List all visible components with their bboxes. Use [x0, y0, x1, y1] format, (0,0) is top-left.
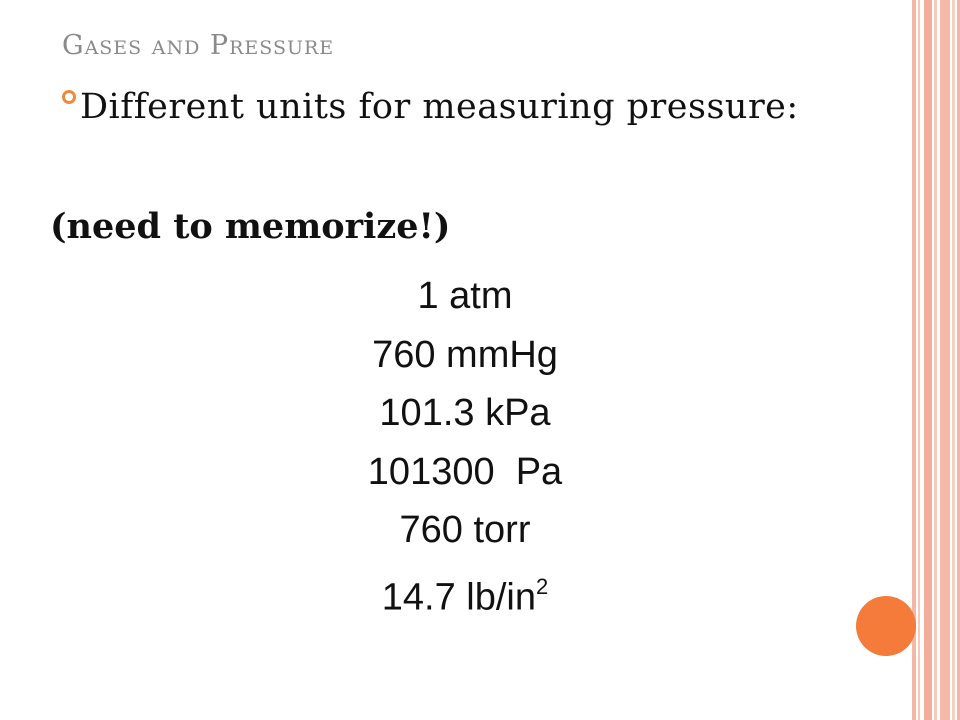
unit-text: 101.3 kPa — [379, 392, 551, 434]
pressure-units-list — [300, 267, 630, 618]
memorize-note: (need to memorize!) — [50, 206, 451, 247]
orange-circle-icon — [856, 596, 916, 656]
unit-text: 760 torr — [399, 509, 531, 551]
bullet-text: Different units for measuring pressure: — [80, 87, 799, 127]
unit-superscript: 2 — [535, 573, 549, 599]
decorative-stripes — [912, 0, 960, 720]
unit-text: 1 atm — [417, 275, 513, 317]
unit-item — [300, 501, 630, 560]
stripe — [934, 0, 937, 720]
unit-item — [300, 560, 630, 619]
unit-text: 760 mmHg — [372, 333, 558, 376]
unit-item — [300, 267, 630, 326]
unit-item — [300, 384, 630, 443]
slide-title: Gases and Pressure — [62, 30, 335, 61]
stripe — [952, 0, 955, 720]
unit-item — [300, 443, 630, 502]
bullet-ring-icon — [62, 90, 76, 104]
unit-item — [300, 326, 630, 385]
stripe — [924, 0, 932, 720]
unit-text: 14.7 lb/in — [381, 576, 536, 619]
stripe — [918, 0, 920, 720]
stripe — [940, 0, 950, 720]
unit-text: 101300 Pa — [367, 450, 563, 493]
